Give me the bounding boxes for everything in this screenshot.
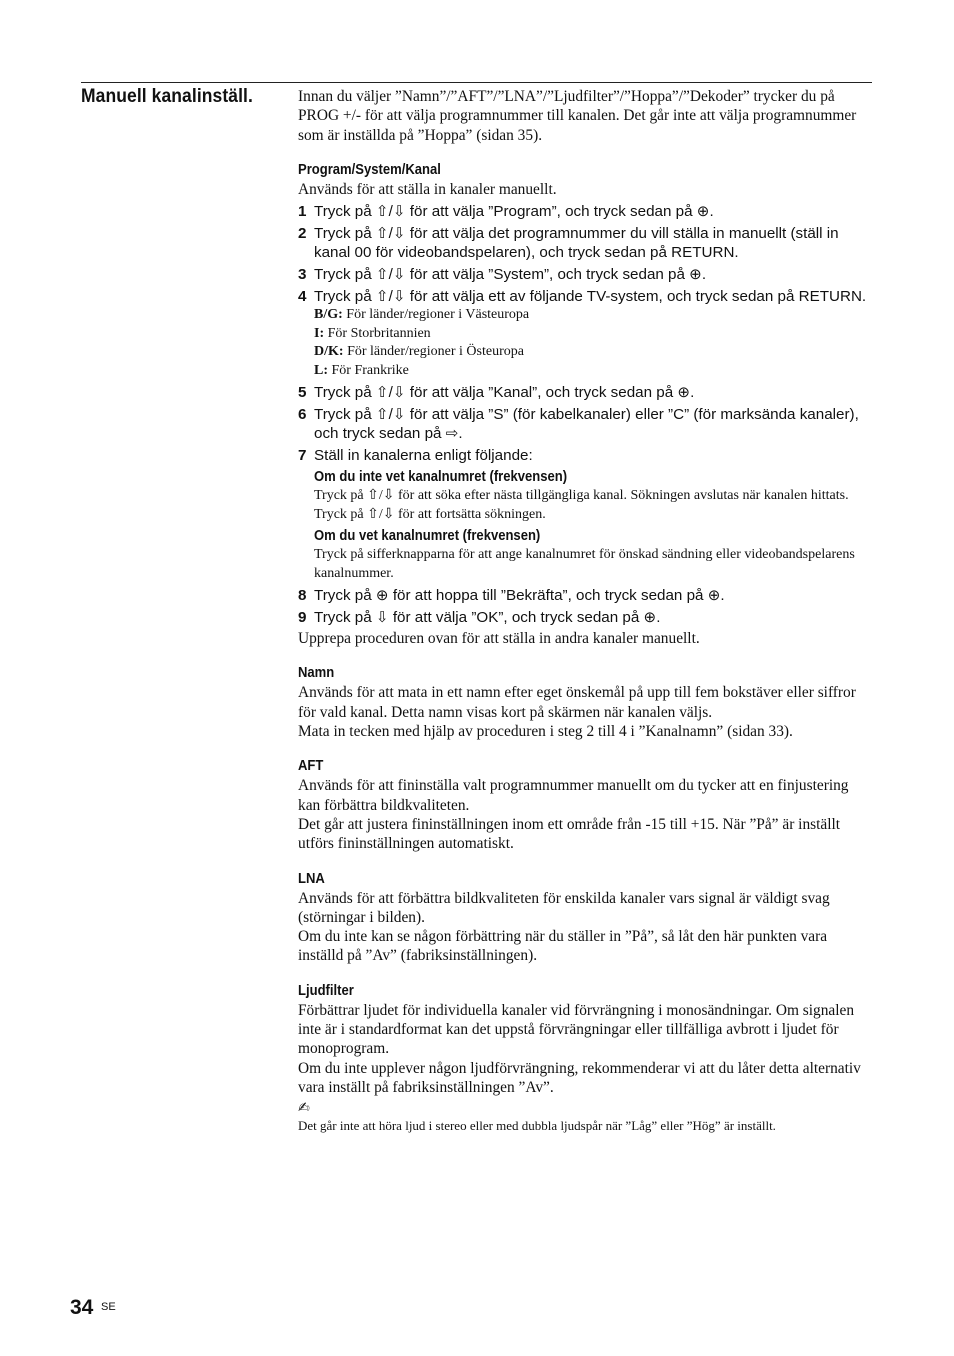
lna-paragraph-2: Om du inte kan se någon förbättring när du ställer in ”På”, så låt den här punkten vara inställd på ”Av” (fabriksinställningen). [298,928,828,965]
tv-system-item: D/K: För länder/regioner i Östeuropa [314,344,524,360]
tv-system-item: L: För Frankrike [314,362,409,378]
tv-system-list [314,306,872,380]
step-number: 2 [298,225,307,243]
step-number: 9 [298,609,307,627]
content-column [298,87,872,1134]
step-text: Tryck på ⇧/⇩ för att välja ”S” (för kabelkanaler) eller ”C” (för marksända kanaler), och tryck sedan på ⇨. [314,406,859,443]
page-language: SE [101,1301,116,1313]
step-2 [298,224,872,262]
namn-heading: Namn [298,665,335,682]
step-text: Tryck på ⇧/⇩ för att välja ”Program”, och tryck sedan på ⊕. [314,203,714,221]
note-pencil-icon: ✍ [298,1100,310,1117]
aft-heading: AFT [298,758,324,775]
step-text: Tryck på ⇩ för att välja ”OK”, och tryck sedan på ⊕. [314,609,661,627]
page-number: 34 [70,1296,94,1319]
aft-paragraph-1: Används för att fininställa valt programnummer manuellt om du tycker att en finjustering kan förbättra bildkvaliteten. [298,777,849,814]
step-9 [298,608,872,627]
unknown-freq-text: Tryck på ⇧/⇩ för att söka efter nästa tillgängliga kanal. Sökningen avslutas när kanalen hittats. Tryck på ⇧/⇩ för att fortsätta sökningen. [314,488,849,522]
ljudfilter-paragraph-2: Om du inte upplever någon ljudförvrängning, rekommenderar vi att du låter detta alternativ vara inställt på fabriksinställningen ”Av”. [298,1059,861,1096]
step-3 [298,265,872,284]
lna-paragraph-1: Används för att förbättra bildkvaliteten för enskilda kanaler vars signal är väldigt svag (störningar i bilden). [298,889,830,926]
step-number: 5 [298,384,307,402]
known-freq-heading: Om du vet kanalnumret (frekvensen) [314,528,541,545]
step-7 [298,446,872,465]
program-desc: Används för att ställa in kanaler manuellt. [298,180,557,198]
step-8 [298,586,872,605]
step-number: 4 [298,288,307,306]
aft-paragraph-2: Det går att justera fininställningen inom ett område från -15 till +15. När ”På” är inställt utförs fininställningen automatiskt. [298,815,841,853]
program-heading: Program/System/Kanal [298,161,441,178]
step-text: Tryck på ⊕ för att hoppa till ”Bekräfta”, och tryck sedan på ⊕. [314,587,725,605]
note-text: Det går inte att höra ljud i stereo eller med dubbla ljudspår när ”Låg” eller ”Hög” är inställt. [298,1118,776,1134]
repeat-text: Upprepa proceduren ovan för att ställa in andra kanaler manuellt. [298,630,700,648]
intro-paragraph: Innan du väljer ”Namn”/”AFT”/”LNA”/”Ljudfilter”/”Hoppa”/”Dekoder” trycker du på PROG +/- för att välja programnummer till kanalen. Det går inte att välja programnummer som är inställda på ”Hoppa” (sidan 35). [298,88,857,144]
ljudfilter-paragraph-1: Förbättrar ljudet för individuella kanaler vid förvrängning i monosändningar. Om signalen inte är i standardformat kan det uppstå förvrängningar eller tillfälliga avbrott i ljudet för monoprogram. [298,1001,855,1058]
step-number: 7 [298,447,307,465]
step-4 [298,287,872,306]
step-number: 8 [298,587,307,605]
top-rule [81,82,872,83]
step-text: Tryck på ⇧/⇩ för att välja ”System”, och tryck sedan på ⊕. [314,266,707,284]
tv-system-item: B/G: För länder/regioner i Västeuropa [314,307,530,323]
known-freq-text: Tryck på sifferknapparna för att ange kanalnumret för önskad sändning eller videobandspelarens kanalnummer. [314,547,855,581]
ljudfilter-heading: Ljudfilter [298,982,354,999]
step-text: Tryck på ⇧/⇩ för att välja ett av följande TV-system, och tryck sedan på RETURN. [314,288,867,306]
step-7-substeps [314,468,872,583]
section-title: Manuell kanalinställ. [81,86,253,107]
step-5 [298,383,872,402]
step-1 [298,202,872,221]
namn-paragraph-2: Mata in tecken med hjälp av proceduren i steg 2 till 4 i ”Kanalnamn” (sidan 33). [298,723,793,741]
step-text: Tryck på ⇧/⇩ för att välja ”Kanal”, och tryck sedan på ⊕. [314,384,695,402]
step-6 [298,405,872,443]
step-text: Tryck på ⇧/⇩ för att välja det programnummer du vill ställa in manuellt (ställ in kanal 00 för videobandspelaren), och tryck sedan på RETURN. [314,225,839,262]
step-text: Ställ in kanalerna enligt följande: [314,447,533,465]
unknown-freq-heading: Om du inte vet kanalnumret (frekvensen) [314,469,568,486]
step-number: 3 [298,266,307,284]
step-number: 6 [298,406,307,424]
tv-system-item: I: För Storbritannien [314,325,431,341]
namn-paragraph-1: Används för att mata in ett namn efter eget önskemål på upp till fem bokstäver eller siffror för vald kanal. Detta namn visas kort på skärmen när kanalen väljs. [298,684,856,721]
lna-heading: LNA [298,870,325,887]
step-number: 1 [298,203,307,221]
